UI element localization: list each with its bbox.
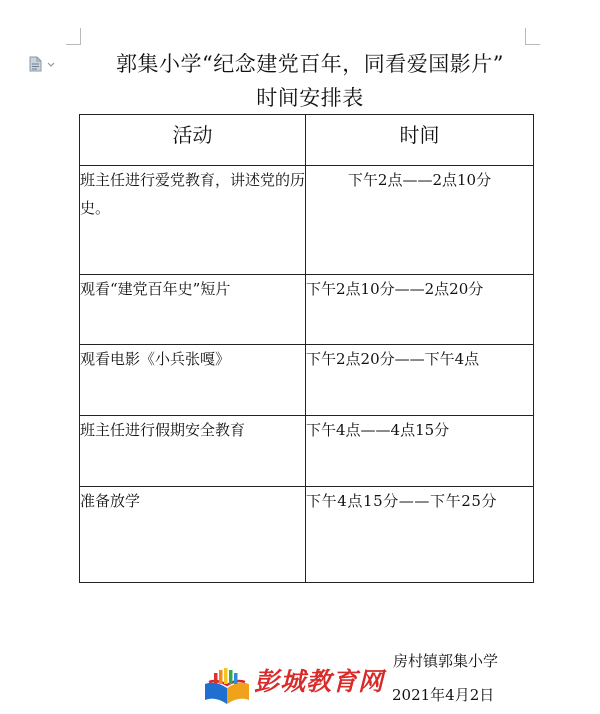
logo-text: 彭城教育网 (254, 667, 385, 696)
table-row (80, 416, 534, 487)
footer-date: 2021年4月2日 (392, 686, 495, 704)
table-row (80, 275, 534, 345)
time-cell: 下午4点——4点15分 (306, 416, 534, 487)
document-title: 郭集小学“纪念建党百年，同看爱国影片” (116, 52, 504, 76)
activity-cell: 观看“建党百年史”短片 (80, 275, 306, 345)
time-cell: 下午2点——2点10分 (306, 166, 534, 275)
table-row (80, 487, 534, 583)
header-time: 时间 (306, 115, 534, 166)
activity-cell: 班主任进行爱党教育，讲述党的历史。 (80, 166, 306, 275)
page-corner-top-left (66, 28, 81, 45)
document-dropdown-icon[interactable] (28, 56, 58, 72)
time-cell: 下午2点10分——2点20分 (306, 275, 534, 345)
table-header-row (80, 115, 534, 166)
activity-cell: 班主任进行假期安全教育 (80, 416, 306, 487)
page-corner-top-right (525, 28, 540, 45)
activity-cell: 准备放学 (80, 487, 306, 583)
document-subtitle: 时间安排表 (256, 86, 364, 110)
table-row (80, 166, 534, 275)
time-cell: 下午4点15分——下午25分 (306, 487, 534, 583)
time-cell: 下午2点20分——下午4点 (306, 345, 534, 416)
activity-cell: 观看电影《小兵张嘎》 (80, 345, 306, 416)
footer-organization: 房村镇郭集小学 (393, 652, 499, 670)
table-row (80, 345, 534, 416)
header-activity: 活动 (80, 115, 306, 166)
schedule-table (79, 114, 534, 583)
